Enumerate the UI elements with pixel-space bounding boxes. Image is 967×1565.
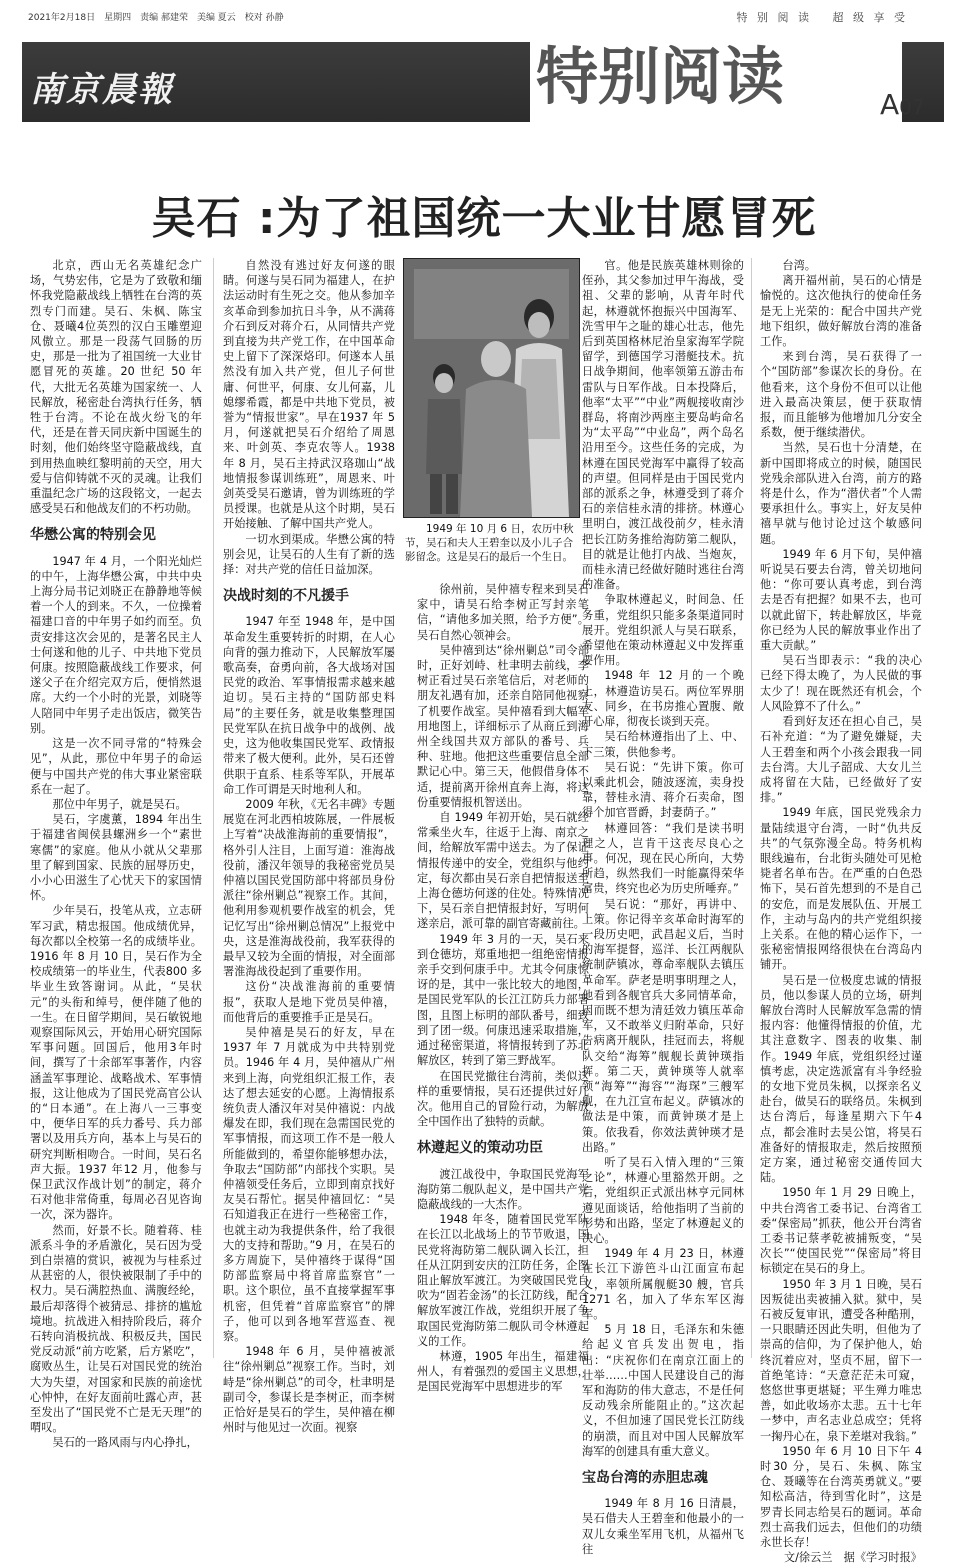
- paragraph: 吴石是一位极度忠诚的情报员，他以参谋人员的立场，研判解放台湾时人民解放军急需的情报内容：他懂得情报的价值，尤其注意数字、图表的收集、制作。1949 年底，党组织经过谨慎考虑，决定选派富有斗争经验的女地下党员朱枫，以探亲名义赴台，做吴石的联络员。朱枫到达台湾后，每逢星期六下午4 点，都会准时去吴公馆，将吴石准备好的情报取走，然后按照预定方案，通过秘密交通传回大陆。: [760, 973, 922, 1185]
- paragraph: 这是一次不同寻常的“特殊会见”，从此，那位中年男子的命运便与中国共产党的伟大事业紧密联系在一起了。: [30, 737, 202, 796]
- family-photo: [403, 258, 580, 518]
- paragraph: 1947 年 4 月，一个阳光灿烂的中午，上海华懋公寓，中共中央上海分局书记刘晓正在静静地等候着一个人的到来。不久，一位操着福建口音的中年男子如约而至。负责安排这次会见的，是著名民主人士何遂和他的儿子、中共地下党员何康。按照隐蔽战线工作要求，何遂父子在介绍完双方后，便悄然退席。大约一个小时的光景，刘晓等人陪同中年男子走出饭店，微笑告别。: [30, 554, 202, 735]
- paragraph: 台湾。: [782, 259, 816, 272]
- column-divider: [213, 258, 214, 1358]
- paragraph: 离开福州前，吴石的心情是愉悦的。这次他执行的使命任务是无上光荣的：配合中国共产党地下组织，做好解放台湾的准备工作。: [760, 274, 922, 349]
- paragraph: 吴石说：“先讲下策。你可以乘此机会，随波逐流，卖身投靠，替桂永清、蒋介石卖命，图得个加官晋爵，封妻荫子。”: [582, 760, 744, 820]
- paragraph: 一切水到渠成。华懋公寓的特别会见，让吴石的人生有了新的选择：对共产党的信任日益加深。: [223, 532, 395, 577]
- masthead: [22, 28, 944, 133]
- paragraph: 看到好友还在担心自己，吴石补充道：“为了避免嫌疑，夫人王碧奎和两个小孩会跟我一同去台湾。大儿子韶成、大女儿兰成将留在大陆，已经做好了安排。”: [760, 715, 922, 805]
- paragraph: 争取林遵起义，时间急、任务重，党组织只能多条渠道同时展开。党组织派人与吴石联系，希望他在策动林遵起义中发挥重要作用。: [582, 593, 744, 668]
- page-number: A07: [880, 88, 925, 121]
- paragraph: 然而，好景不长。随着蒋、桂派系斗争的矛盾激化，吴石因为受到白崇禧的赏识，被视为与桂系过从甚密的人，很快被限制了手中的权力。吴石满腔热血、满腹经纶，最后却落得个被猜忌、排挤的尴尬境地。抗战进入相持阶段后，蒋介石转向消极抗战、积极反共，国民党反动派“前方吃紧，后方紧吃”，腐败丛生，让吴石对国民党的统治大为失望，对国家和民族的前途忧心忡忡，在好友面前吐露心声，甚至发出了“国民党不亡是无天理”的喟叹。: [30, 1223, 202, 1435]
- subheading-lin-zun: 林遵起义的策动功臣: [417, 1140, 543, 1157]
- col4-body: [582, 1496, 744, 1557]
- paragraph: 吴仲禧到达“徐州剿总”司令部时，正好刘峙、杜聿明去前线，李树正看过吴石亲笔信后，对老师的朋友礼遇有加，还亲自陪同他视察了机要作战室。吴仲禧看到大幅军用地图上，详细标示了从商丘到海州全线国共双方部队的番号、兵种、驻地。他把这些重要信息全部默记心中。第三天，他假借身体不适，提前离开徐州直奔上海，将这份重要情报机智送出。: [417, 643, 589, 809]
- article-byline: 文/徐云兰 据《学习时报》: [783, 1551, 922, 1565]
- paragraph: 吴石的一路风雨与内心挣扎，: [52, 1436, 198, 1450]
- column-divider: [751, 258, 752, 1358]
- paragraph: 吴石当即表示：“我的决心已经下得太晚了，为人民做的事太少了！现在既然还有机会，个人风险算不了什么。”: [760, 654, 922, 713]
- col2-intro: [223, 258, 395, 577]
- col3-intro: [417, 582, 589, 1129]
- paragraph: 自然没有逃过好友何遂的眼睛。何遂与吴石同为福建人，在护法运动时有生死之交。他从参加辛亥革命到参加抗日斗争，从不满蒋介石到反对蒋介石，从同情共产党到直接为共产党工作，在中国革命史上留下了深深烙印。何遂本人虽然没有加入共产党，但儿子何世庸、何世平，何康、女儿何嘉，儿媳缪希霞，都是中共地下党员，被誉为“情报世家”。早在1937 年 5 月，何遂就把吴石介绍给了周恩来、叶剑英、李克农等人。1938 年 8 月，吴石主持武汉珞珈山“战地情报参谋训练班”，周恩来、叶剑英受吴石邀请，曾为训练班的学员授课。也就是从这个时期，吴石开始接触、了解中国共产党人。: [223, 259, 395, 531]
- paragraph: 1950 年 1 月 29 日晚上，中共台湾省工委书记、台湾省工委“保密局”抓获，他公开台湾省工委书记蔡孝乾被捕叛变，“吴次长”“使国民党”“保密局”将目标锁定在吴石的身上。: [760, 1186, 922, 1276]
- col4-intro: [582, 258, 744, 1459]
- paragraph: 少年吴石，投笔从戎，立志研军习武，精忠报国。他成绩优异，每次都以全校第一名的成绩毕业。1916 年 8 月 10 日，吴石作为全校成绩第一的毕业生，代表800 多毕业生致答谢词。从此，“吴状元”的头衔和绰号，便伴随了他的一生。在日留学期间，吴石敏锐地观察国际风云，开始用心研究国际军事问题。回国后，他用3年时间，撰写了十余部军事著作，内容涵盖军事理论、战略战术、军事情报，这让他成为了国民党高官公认的“日本通”。在上海八一三事变中，便华日军的兵力番号、兵力部署以及用兵方向，基本上与吴石的研究判断相吻合。一时间，吴石名声大振。1937 年12 月，他参与保卫武汉作战计划”的制定，蒋介石对他非常倚重，每周必召见咨询一次，深为器许。: [30, 904, 202, 1222]
- paragraph: 北京，西山无名英雄纪念广场，气势宏伟，它是为了致敬和缅怀我党隐蔽战线上牺牲在台湾的英烈专门而建。吴石、朱枫、陈宝仓、聂曦4位英烈的汉白玉雕塑迎风傲立。那是一段荡气回肠的历史，那是一批为了祖国统一大业甘愿冒死的英雄。20 世纪 50 年代，大批无名英雄为国家统一、人民解放，秘密赴台湾执行任务，牺牲于台湾。不论在战火纷飞的年代，还是在普天同庆新中国诞生的时刻，他们始终坚守隐蔽战线，直到用热血映红黎明前的天空，用大爱与信仰铸就不灭的灵魂。让我们重温纪念广场的这段铭文，一起去感受吴石和他战友们的不朽功勋。: [30, 259, 202, 516]
- col1-body: [30, 554, 202, 1451]
- paragraph: 1950 年 6 月 10 日下午 4 时30 分，吴石、朱枫、陈宝仓、聂曦等在台湾英勇就义。”要知松高洁，待到雪化时”，这是罗青长同志给吴石的题词。革命烈士高我们远去，但他们的功绩永世长存！: [760, 1444, 922, 1550]
- paragraph: 1948 年 12 月的一个晚上，林遵造访吴石。两位军界朋友、同乡，在书房推心置腹、敞开心扉，彻夜长谈到天亮。: [582, 669, 744, 729]
- paragraph: 自 1949 年初开始，吴石就经常乘坐火车，往返于上海、南京之间，给解放军需中送去。为了保证情报传递中的安全，党组织与他约定，每次都由吴石亲自把情报送至上海仓德坊何遂的住处。特殊情况下，吴石亲自把情报封好，写明何遂亲启，派可靠的副官寄藏前往。: [417, 811, 589, 931]
- section-tagline: 特 别 阅 读 超 级 享 受: [736, 11, 908, 24]
- paragraph: 1949 年 6 月下旬，吴仲禧听说吴石要去台湾，曾关切地问他：“你可要认真考虑，到台湾去是否有把握？如果不去，也可以就此留下，转赴解放区，毕竟你已经为人民的解放事业作出了重大贡献。”: [760, 547, 922, 653]
- issue-meta: 2021年2月18日 星期四 责编 郝建荣 美编 夏云 校对 孙静: [28, 13, 284, 23]
- col3-body: [417, 1167, 589, 1395]
- page-header-strip: [28, 6, 940, 28]
- newspaper-logo: 南京晨報: [30, 70, 174, 110]
- paragraph: 1949 年底，国民党残余力量陆续退守台湾，一时“仇共反共”的气氛弥漫全岛。特务机构眼线遍布，台北街头随处可见枪毙者名单布告。在严重的白色恐怖下，吴石首先想到的不是自己的安危，而是发展队伍、开展工作，主动与岛内的共产党组织接上关系。在他的精心运作下，一张秘密情报网络很快在台湾岛内铺开。: [760, 806, 922, 972]
- col5-body: [760, 258, 922, 1550]
- paragraph: 当然，吴石也十分清楚，在新中国即将成立的时候，随国民党残余部队进入台湾，前方的路将是什么，作为“潜伏者”个人需要承担什么。事实上，好友吴仲禧早就与他讨论过这个敏感问题。: [760, 441, 922, 546]
- subheading-taiwan: 宝岛台湾的赤胆忠魂: [582, 1470, 708, 1487]
- paragraph: 1949 年 8 月 16 日清晨，吴石借夫人王碧奎和他最小的一双儿女乘坐军用飞机，从福州飞往: [582, 1497, 744, 1556]
- paragraph: 渡江战役中，争取国民党海军海防第二舰队起义，是中国共产党隐蔽战线的一大杰作。: [417, 1167, 589, 1211]
- paragraph: 官。他是民族英雄林则徐的侄孙，其父参加过甲午海战，受祖、父辈的影响，从青年时代起，林遵就怀抱振兴中国海军、洗雪甲午之耻的雄心壮志，他先后到英国格林尼治皇家海军学院留学，到德国学习潜艇技术。抗日战争期间，他率领第五游击布雷队与日军作战。日本投降后，他率“太平”“中业”两舰接收南沙群岛，将南沙两座主要岛屿命名为“太平岛”“中业岛”，两个岛名沿用至今。这些任务的完成，为林遵在国民党海军中赢得了较高的声望。但同样是由于国民党内部的派系之争，林遵受到了蒋介石的亲信桂永清的排挤。林遵心里明白，渡江战役前夕，桂永清把长江防务推给海防第二舰队，目的就是让他打内战、当炮灰，而桂永清已经做好随时逃往台湾的准备。: [582, 259, 744, 592]
- paragraph: 1948 年冬，随着国民党军队在长江以北战场上的节节败退，国民党将海防第二舰队调入长江，担任从江阴到安庆的江防任务，企图阻止解放军渡江。为突破国民党自吹为“固若金汤”的长江防线，配合解放军渡江作战，党组织开展了争取国民党海防第二舰队司令林遵起义的工作。: [417, 1213, 589, 1348]
- paragraph: 1947 年至 1948 年，是中国革命发生重要转折的时期，在人心向背的强力推动下，人民解放军屡歌高奏，奋勇向前，各大战场对国民党的政治、军事情报需求越来越迫切。吴石主持的“国防部史料局”的主要任务，就是收集整理国民党军队在抗日战争中的战例、战史，这为他收集国民党军、政情报带来了极大便利。此外，吴石还曾供职于直系、桂系等军队，开展革命工作可谓是天时地利人和。: [223, 615, 395, 796]
- paragraph: 1949 年 3 月的一天，吴石来到仓德坊，郑重地把一组绝密情报亲手交到何康手中。尤其令何康惊讶的是，其中一张比较大的地图，是国民党军队的长江江防兵力部署图，且图上标明的部队番号，细致到了团一级。何康迅速采取措施，通过秘密渠道，将情报转到了苏北解放区，转到了第三野战军。: [417, 932, 589, 1068]
- paragraph: 这份“决战淮海前的重要情报”，获取人是地下党员吴仲禧，而他背后的重要推手正是吴石。: [223, 980, 395, 1024]
- photo-caption: 1949 年 10 月 6 日，农历中秋节，吴石和夫人王碧奎以及小儿子合影留念。这是吴石的最后一个生日。: [405, 523, 574, 563]
- subheading-decisive-moment: 决战时刻的不凡援手: [223, 588, 349, 605]
- paragraph: 来到台湾，吴石获得了一个“国防部”参谋次长的身份。在他看来，这个身份不但可以让他进入最高决策层，便于获取情报，而且能够为他增加几分安全系数，便于继续潜伏。: [760, 350, 922, 440]
- paragraph: 5 月 18 日，毛泽东和朱德给起义官兵发出贺电，指出：“庆祝你们在南京江面上的壮举……中国人民建设自己的海军和海防的伟大意志，不是任何反动残余所能阻止的。”这次起义，不但加速了国民党长江防线的崩溃，而且对中国人民解放军海军的创建具有重大意义。: [582, 1323, 744, 1458]
- paragraph: 徐州前，吴仲禧专程来到吴石家中，请吴石给李树正写封亲笔信，“请他多加关照，给予方便”。吴石自然心领神会。: [417, 583, 589, 642]
- section-title: 特别阅读: [530, 28, 902, 132]
- paragraph: 在国民党撤往台湾前，类似这样的重要情报，吴石还提供过好几次。他用自己的冒险行动，为解放全中国作出了独特的贡献。: [417, 1069, 589, 1129]
- paragraph: 林遵，1905 年出生，福建福州人，有着强烈的爱国主义思想，是国民党海军中思想进步的军: [417, 1349, 589, 1394]
- paragraph: 1950 年 3 月 1 日晚，吴石因叛徒出卖被捕入狱。狱中，吴石被反复审讯，遭受各种酷刑，一只眼睛还因此失明，但他为了崇高的信仰，为了保护他人，始终沉着应对，坚贞不屈，留下一首绝笔诗：“天意茫茫未可窥，悠悠世事更堪疑；平生殚力唯忠善，如此收场亦太悲。五十七年一梦中，声名志业总成空；凭将一掬丹心在，泉下差堪对我翁。”: [760, 1277, 922, 1443]
- paragraph: 那位中年男子，就是吴石。: [52, 797, 187, 811]
- col1-intro: [30, 258, 202, 516]
- article-column-4: [582, 258, 744, 1556]
- article-column-1: [30, 258, 202, 1450]
- paragraph: 林遵回答：“我们是读书明理之人，岂肯干这丧尽良心之事。何况，现在民心所向，大势所趋，纵然我们一时能赢得荣华富贵，终究也必为历史所唾弃。”: [582, 821, 744, 896]
- paragraph: 2009 年秋，《无名丰碑》专题展览在河北西柏坡陈展，一件展板上写着“决战淮海前的重要情报”，格外引人注目，上面写道：淮海战役前，潘汉年领导的我秘密党员吴仲禧以国民党国防部中将部员身份派往“徐州剿总”视察工作。其间，他利用参观机要作战室的机会，凭记忆写出“徐州剿总情况”上报党中央，这是淮海战役前，我军获得的最早又较为全面的情报，对全面部署淮海战役起到了重要作用。: [223, 797, 395, 979]
- article-headline: 吴石 :为了祖国统一大业甘愿冒死: [151, 193, 817, 244]
- paragraph: 吴石给林遵指出了上、中、下三策，供他参考。: [582, 730, 744, 759]
- paragraph: 1948 年 6 月，吴仲禧被派往“徐州剿总”视察工作。当时，刘峙是“徐州剿总”的司令，杜聿明是副司令，参谋长是李树正，而李树正恰好是吴石的学生，吴仲禧在柳州时与他见过一次面。视察: [223, 1345, 395, 1435]
- paragraph: 吴石，字虞薰，1894 年出生于福建省闽侯县螺洲乡一个“素世寒儒”的家庭。他从小就从父辈那里了解到国家、民族的屈辱历史，小小心田滋生了心忧天下的家国情怀。: [30, 813, 202, 903]
- paragraph: 1949 年 4 月 23 日，林遵在长江下游笆斗山江面宣布起义，率领所属舰艇30 艘，官兵1271 名，加入了华东军区海军。: [582, 1247, 744, 1322]
- paragraph: 吴石说：“那好，再讲中、上策。你记得辛亥革命时海军的一段历史吧，武昌起义后，当时的海军提督，巡洋、长江两舰队统制萨镇冰，尊命率舰队去镇压革命军。萨老是明事明理之人，他看到各舰官兵大多同情革命，因而既不想为清廷效力镇压革命军，又不敢举义归附革命，只好告病离开舰队，挂冠而去，将舰队交给“海筹”舰舰长黄钟瑛指挥。第二天，黄钟瑛等人就率领“海筹”“海容”“海琛”三艘军舰，在九江宣布起义。萨镇冰的做法是中策，而黄钟瑛才是上策。依我看，你效法黄钟瑛才是出路。”: [582, 897, 744, 1154]
- paragraph: 听了吴石入情入理的“三策之论”，林遵心里豁然开朗。之后，党组织正式派出林亨元同林遵见面谈话，给他指明了当前的形势和出路，坚定了林遵起义的决心。: [582, 1155, 744, 1245]
- article-column-5: [760, 258, 922, 1565]
- paragraph: 吴仲禧是吴石的好友，早在1937 年 7 月就成为中共特别党员。1946 年 4 月，吴仲禧从广州来到上海，向党组织汇报工作，表达了想去延安的心愿。上海情报系统负责人潘汉年对吴仲禧说：内战爆发在即，我们现在急需国民党的军事情报，而这项工作不是一般人所能做到的，希望你能够想办法，争取去“国防部”内部找个实职。吴仲禧领受任务后，立即到南京找好友吴石帮忙。据吴仲禧回忆：“吴石知道我正在进行一些秘密工作，也就主动为我提供条件，给了我很大的支持和帮助。”9 月，在吴石的多方周旋下，吴仲禧终于谋得“国防部监察局中将首席监察官”一职。这个职位，虽不直接掌握军事机密，但凭着“首席监察官”的牌子，他可以到各地军营巡查、视察。: [223, 1025, 395, 1344]
- article-column-2: [223, 258, 395, 1435]
- col2-body: [223, 614, 395, 1435]
- subheading-huamao: 华懋公寓的特别会见: [30, 527, 156, 544]
- article-column-3: [417, 582, 589, 1394]
